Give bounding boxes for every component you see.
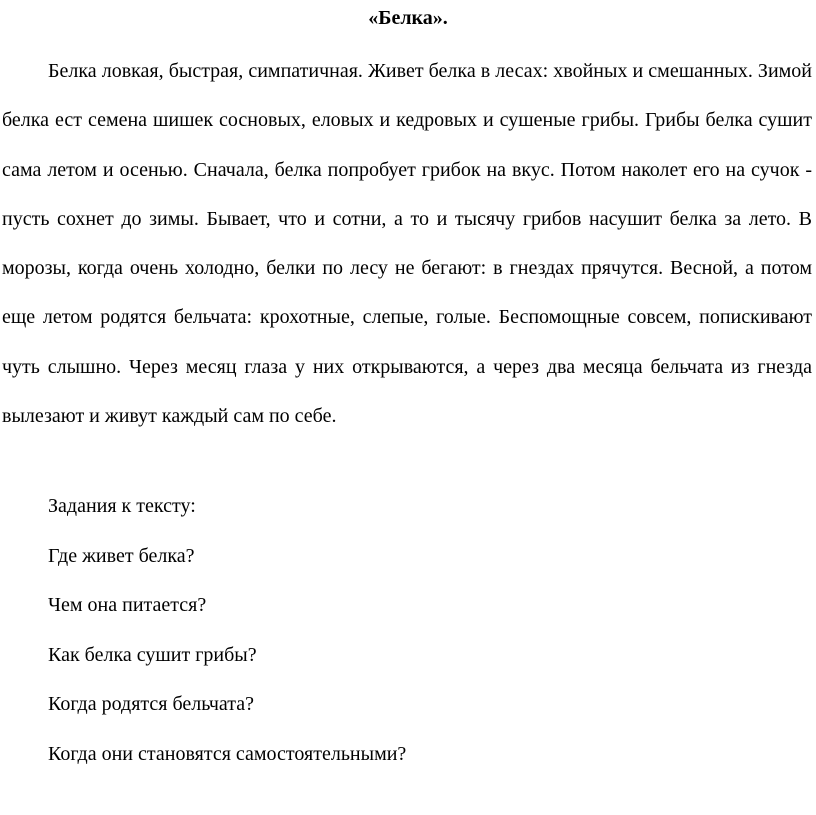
story-paragraph: Белка ловкая, быстрая, симпатичная. Живет белка в лесах: хвойных и смешанных. Зимой белка ест семена шишек сосновых, еловых и кедровых и сушеные грибы. Грибы белка сушит сама летом и осенью. Сначала, белка попробует грибок на вкус. Потом наколет его на сучок - пусть сохнет до зимы. Бывает, что и сотни, а то и тысячу грибов насушит белка за лето. В морозы, когда очень холодно, белки по лесу не бегают: в гнездах прячутся. Весной, а потом еще летом родятся бельчата: крохотные, слепые, голые. Беспомощные совсем, попискивают чуть слышно. Через месяц глаза у них открываются, а через два месяца бельчата из гнезда вылезают и живут каждый сам по себе.: [2, 60, 812, 428]
tasks-heading: Задания к тексту:: [48, 495, 196, 517]
question-item: Чем она питается?: [48, 594, 207, 616]
document-title: «Белка».: [368, 7, 448, 29]
question-item: Когда они становятся самостоятельными?: [48, 742, 407, 765]
question-item: Как белка сушит грибы?: [48, 643, 257, 666]
question-item: Когда родятся бельчата?: [48, 693, 254, 715]
question-item: Где живет белка?: [48, 544, 195, 567]
tasks-list: [48, 486, 406, 783]
